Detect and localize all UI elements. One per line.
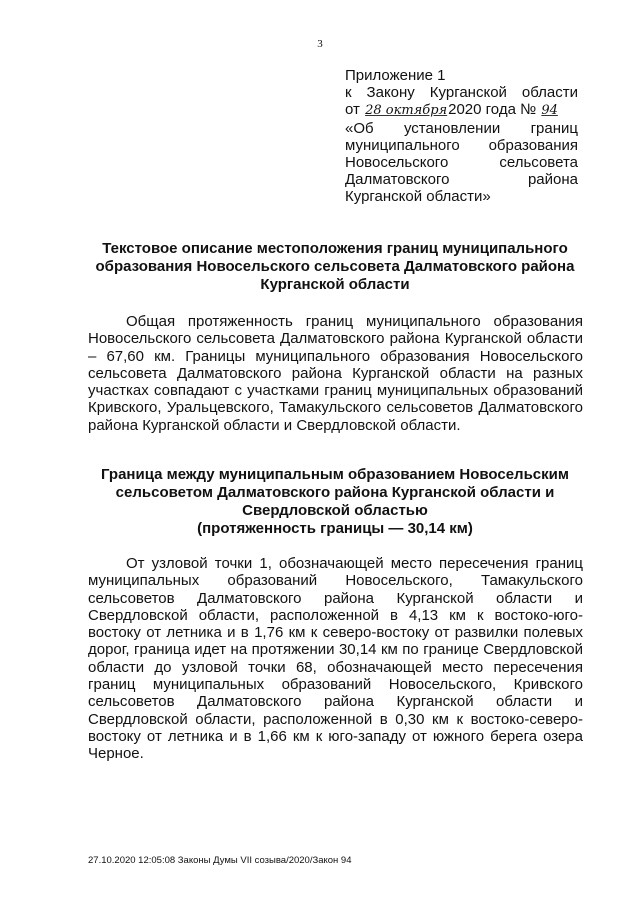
paragraph-border-description: От узловой точки 1, обозначающей место пересечения границ муниципальных образований Новосельского, Тамакульского сельсоветов Далматовского района Курганской области и Свердловской области, расположенной в 4,13 км к востоко-юго-востоку от летника и в 1,76 км к северо-востоку от развилки полевых дорог, граница идет на протяжении 30,14 км по границе Свердловской области до узловой точки 68, обозначающей место пересечения границ муниципальных образований Новосельского, Кривского сельсоветов Далматовского района Курганской области и Свердловской области, расположенной в 0,30 км к востоко-северо-востоку от летника и в 1,66 км к юго-западу от южного берега озера Черное. bbox=[88, 555, 583, 763]
appendix-title-line: Курганской области» bbox=[345, 188, 491, 206]
handwritten-date: 28 октября bbox=[365, 103, 448, 119]
appendix-date-line bbox=[345, 101, 578, 119]
handwritten-number: 94 bbox=[541, 103, 558, 119]
paragraph-total-length: Общая протяженность границ муниципального образования Новосельского сельсовета Далматовского района Курганской области – 67,60 км. Границы муниципального образования Новосельского сельсовета Далматовского района Курганской области на разных участках совпадают с участками границ муниципальных образований Кривского, Уральцевского, Тамакульского сельсоветов Далматовского района Курганской области и Свердловской области. bbox=[88, 313, 583, 434]
section-heading-length: (протяженность границы — 30,14 км) bbox=[197, 520, 473, 537]
appendix-title-line: муниципального образования bbox=[345, 136, 578, 154]
appendix-law-ref: к Закону Курганской области bbox=[345, 84, 578, 102]
appendix-title-line: «Об установлении границ bbox=[345, 119, 578, 137]
document-heading: Текстовое описание местоположения границ муниципального образования Новосельского сельсовета Далматовского района Курганской области bbox=[95, 240, 575, 293]
section-heading-main: Граница между муниципальным образованием Новосельским сельсоветом Далматовского района Курганской области и Свердловской областью bbox=[101, 466, 569, 519]
section-heading bbox=[88, 466, 582, 538]
date-prefix: от bbox=[345, 101, 360, 119]
date-rest: 2020 года № bbox=[448, 101, 537, 119]
appendix-block bbox=[345, 67, 578, 206]
footer-stamp: 27.10.2020 12:05:08 Законы Думы VII созыва/2020/Закон 94 bbox=[88, 855, 352, 866]
appendix-label: Приложение 1 bbox=[345, 67, 446, 84]
appendix-title-line: Далматовского района bbox=[345, 171, 578, 189]
page-number: 3 bbox=[317, 38, 323, 50]
appendix-title-line: Новосельского сельсовета bbox=[345, 154, 578, 172]
